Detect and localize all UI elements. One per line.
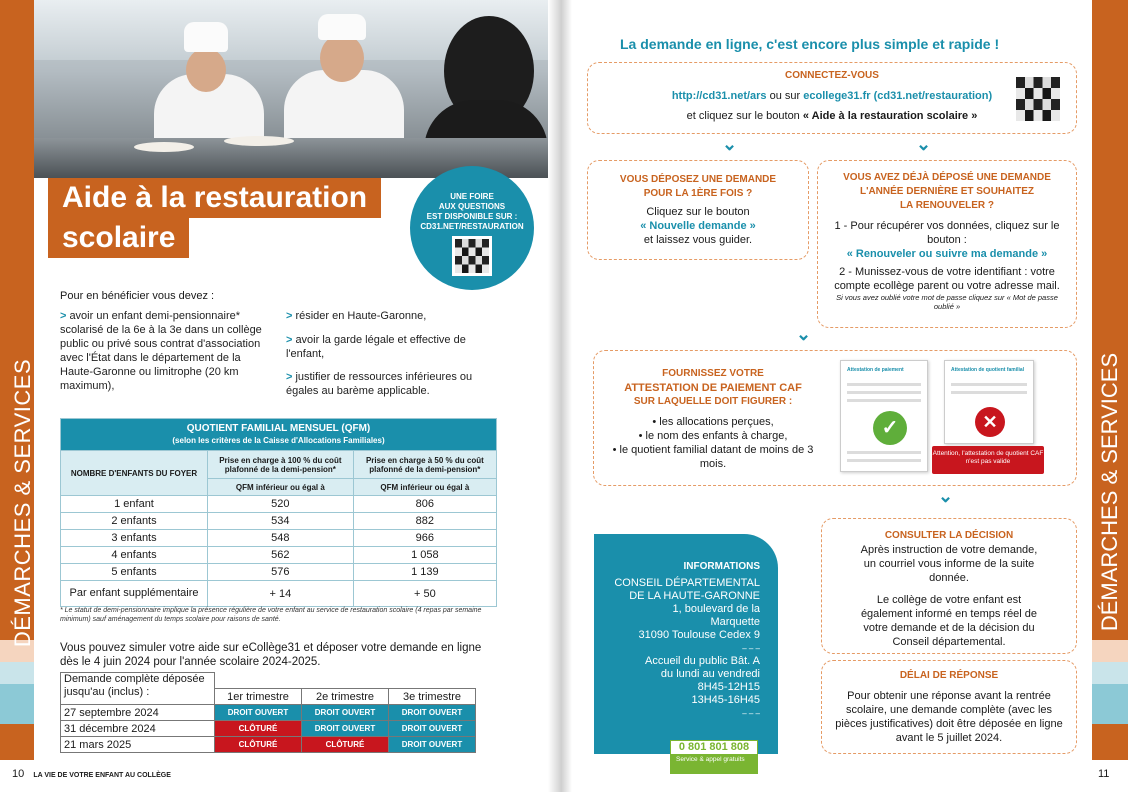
caf-item: • le quotient familial datant de moins de 3 mois.: [612, 444, 814, 470]
connect-box: [587, 62, 1077, 134]
deadline-box: [821, 660, 1077, 754]
chevron-down-icon: ⌄: [916, 134, 932, 154]
deadline-date: 21 mars 2025: [61, 737, 215, 753]
chevron-down-icon: ⌄: [938, 486, 954, 506]
page-number: 10: [12, 768, 25, 780]
row-value-50: 1 139: [353, 564, 496, 581]
row-value-50: 882: [353, 513, 496, 530]
valid-document-image: [840, 360, 928, 472]
left-page: [0, 0, 556, 792]
row-value-100: 520: [208, 496, 354, 513]
info-addr3: 31090 Toulouse Cedex 9: [638, 629, 760, 641]
decision-text2: Le collège de votre enfant est également informé en temps réel de votre demande et de la décision du Conseil départemental.: [860, 594, 1038, 648]
info-hours2: du lundi au vendredi: [660, 668, 760, 680]
simulate-text: Vous pouvez simuler votre aide sur eCollège31 et déposer votre demande en ligne dès le 4 juin 2024 pour l'année scolaire 2024-2025.: [60, 642, 482, 668]
caf-heading2: ATTESTATION DE PAIEMENT CAF: [624, 382, 802, 394]
new-request-button-label: « Nouvelle demande »: [640, 220, 756, 232]
page-number-right: 11: [1098, 768, 1110, 780]
decision-box: [821, 518, 1077, 654]
left-sidebar-label: DÉMARCHES & SERVICES: [10, 358, 35, 648]
info-title: INFORMATIONS: [683, 561, 760, 572]
info-hours3: 8H45-12H15: [697, 681, 760, 693]
deadline-text: Pour obtenir une réponse avant la rentrée scolaire, une demande complète (avec les pièces justificatives) doit être déposée en ligne avant le 5 juillet 2024.: [835, 690, 1063, 744]
condition-item: > résider en Haute-Garonne,: [286, 310, 427, 322]
qr-code-icon[interactable]: [1016, 77, 1060, 121]
chevron-down-icon: ⌄: [796, 324, 812, 344]
qfm-title: QUOTIENT FAMILIAL MENSUEL (QFM): [186, 422, 371, 434]
deadline-date: 27 septembre 2024: [61, 705, 215, 721]
check-icon: ✓: [873, 411, 907, 445]
table-row: [61, 581, 497, 607]
link-ecollege31[interactable]: ecollege31.fr (cd31.net/restauration): [803, 90, 993, 102]
caf-heading3: SUR LAQUELLE DOIT FIGURER :: [633, 396, 793, 407]
qfm-subtitle: (selon les critères de la Caisse d'Allocations Familiales): [172, 435, 385, 445]
row-value-50: 806: [353, 496, 496, 513]
info-separator: – – –: [742, 644, 760, 653]
decision-heading: CONSULTER LA DÉCISION: [884, 530, 1014, 541]
caf-warning: Attention, l'attestation de quotient CAF n'est pas valide: [932, 446, 1044, 474]
caf-item: • le nom des enfants à charge,: [638, 430, 788, 442]
renew-heading3: LA RENOUVELER ?: [899, 200, 995, 211]
qfm-table: [60, 418, 497, 607]
row-label: Par enfant supplémentaire: [61, 581, 208, 607]
decision-text1: Après instruction de votre demande, un courriel vous informe de la suite donnée.: [860, 544, 1038, 584]
qfm-col-50: Prise en charge à 50 % du coût plafonné de la demi-pension*: [353, 451, 496, 479]
status-badge: DROIT OUVERT: [389, 737, 476, 753]
phone-note: Service & appel gratuits: [676, 756, 745, 763]
first-text1: Cliquez sur le bouton: [646, 206, 750, 218]
valid-doc-title: Attestation de paiement: [847, 367, 904, 373]
chevron-down-icon: ⌄: [722, 134, 738, 154]
qfm-sub-50: QFM inférieur ou égal à: [353, 479, 496, 496]
connect-text: et cliquez sur le bouton: [686, 110, 800, 122]
condition-text: justifier de ressources inférieures ou égales au barème applicable.: [286, 371, 473, 397]
kitchen-photo: [34, 0, 548, 178]
status-badge: DROIT OUVERT: [389, 705, 476, 721]
information-panel: [594, 534, 778, 754]
first-heading1: VOUS DÉPOSEZ UNE DEMANDE: [619, 174, 777, 185]
first-text2: et laissez vous guider.: [643, 234, 753, 246]
qfm-sub-100: QFM inférieur ou égal à: [208, 479, 354, 496]
status-badge: DROIT OUVERT: [302, 721, 389, 737]
deadline-heading: DÉLAI DE RÉPONSE: [899, 670, 999, 681]
renew-heading1: VOUS AVEZ DÉJÀ DÉPOSÉ UNE DEMANDE: [843, 172, 1051, 183]
row-value-50: + 50: [353, 581, 496, 607]
cross-icon: ✕: [975, 407, 1005, 437]
faq-line1: UNE FOIRE: [450, 192, 494, 201]
faq-line2: AUX QUESTIONS: [438, 202, 506, 211]
condition-text: avoir un enfant demi-pensionnaire* scolarisé de la 6e à la 3e dans un collège public ou privé sous contrat d'association avec l'État dans le département de la Haute-Garonne ou limitrophe (20 km maximum),: [60, 310, 262, 392]
table-row: [61, 705, 476, 721]
schedule-header: Demande complète déposée jusqu'au (inclus) :: [61, 673, 215, 705]
condition-item: > justifier de ressources inférieures ou égales au barème applicable.: [286, 371, 473, 397]
row-value-50: 1 058: [353, 547, 496, 564]
book-spine: [548, 0, 572, 792]
status-badge: DROIT OUVERT: [215, 705, 302, 721]
condition-item: > avoir la garde légale et effective de l'enfant,: [286, 334, 466, 360]
footer-title: LA VIE DE VOTRE ENFANT AU COLLÈGE: [33, 772, 171, 779]
status-badge: CLÔTURÉ: [302, 737, 389, 753]
info-org1: CONSEIL DÉPARTEMENTAL: [614, 577, 760, 589]
caf-item-text: le quotient familial datant de moins de 3 mois.: [619, 444, 814, 470]
term-header: 1er trimestre: [215, 689, 302, 705]
row-value-100: 576: [208, 564, 354, 581]
renew-heading2: L'ANNÉE DERNIÈRE ET SOUHAITEZ: [859, 186, 1035, 197]
caf-item-text: les allocations perçues,: [659, 416, 774, 428]
schedule-table: [60, 672, 476, 753]
info-addr1: 1, boulevard de la: [672, 603, 760, 615]
invalid-document-image: [944, 360, 1034, 444]
footnote: * Le statut de demi-pensionnaire implique la présence régulière de votre enfant au service de restauration scolaire (4 repas par semaine minimum) sauf aménagement du temps scolaire pour raisons de santé.: [60, 607, 482, 623]
table-row: [61, 496, 497, 513]
deadline-date: 31 décembre 2024: [61, 721, 215, 737]
page-title-line2: scolaire: [48, 218, 189, 258]
info-hours1: Accueil du public Bât. A: [645, 655, 760, 667]
caf-item: • les allocations perçues,: [652, 416, 774, 428]
row-label: 2 enfants: [61, 513, 208, 530]
link-cd31-ars[interactable]: http://cd31.net/ars: [671, 90, 767, 102]
or-text: ou sur: [769, 90, 801, 102]
invalid-doc-title: Attestation de quotient familial: [951, 367, 1025, 373]
table-row: [61, 737, 476, 753]
status-badge: DROIT OUVERT: [389, 721, 476, 737]
faq-badge[interactable]: [410, 166, 534, 290]
renew-button-label: « Renouveler ou suivre ma demande »: [846, 248, 1048, 260]
faq-line4: CD31.NET/RESTAURATION: [420, 222, 524, 231]
row-value-100: + 14: [208, 581, 354, 607]
row-value-100: 562: [208, 547, 354, 564]
intro-text: Pour en bénéficier vous devez :: [60, 290, 215, 302]
row-label: 5 enfants: [61, 564, 208, 581]
term-header: 3e trimestre: [389, 689, 476, 705]
row-label: 3 enfants: [61, 530, 208, 547]
status-badge: CLÔTURÉ: [215, 721, 302, 737]
first-heading2: POUR LA 1ÈRE FOIS ?: [643, 188, 753, 199]
row-label: 1 enfant: [61, 496, 208, 513]
phone-number[interactable]: 0 801 801 808: [670, 740, 758, 755]
info-addr2: Marquette: [710, 616, 760, 628]
footer-left: [12, 768, 171, 780]
qr-code-icon[interactable]: [452, 236, 492, 276]
first-request-box: [587, 160, 809, 260]
faq-line3: EST DISPONIBLE SUR :: [426, 212, 518, 221]
renew-step1: 1 - Pour récupérer vos données, cliquez sur le bouton :: [834, 220, 1060, 246]
renew-box: [817, 160, 1077, 328]
page-title-line1: Aide à la restauration: [48, 178, 381, 218]
table-row: [61, 564, 497, 581]
caf-heading1: FOURNISSEZ VOTRE: [662, 368, 764, 379]
forgot-password-text: Si vous avez oublié votre mot de passe cliquez sur « Mot de passe oublié »: [836, 293, 1058, 311]
table-row: [61, 530, 497, 547]
aid-button-label: « Aide à la restauration scolaire »: [802, 110, 978, 122]
row-value-100: 548: [208, 530, 354, 547]
row-label: 4 enfants: [61, 547, 208, 564]
condition-text: résider en Haute-Garonne,: [295, 310, 427, 322]
info-org2: DE LA HAUTE-GARONNE: [629, 590, 760, 602]
right-sidebar-label: DÉMARCHES & SERVICES: [1097, 352, 1122, 632]
right-sidebar: [1092, 0, 1128, 760]
table-row: [61, 513, 497, 530]
renew-step2: 2 - Munissez-vous de votre identifiant : votre compte ecollège parent ou votre adresse mail.: [834, 266, 1060, 292]
caf-item-text: le nom des enfants à charge,: [645, 430, 788, 442]
condition-text: avoir la garde légale et effective de l'enfant,: [286, 334, 466, 360]
row-value-50: 966: [353, 530, 496, 547]
table-row: [61, 721, 476, 737]
connect-heading: CONNECTEZ-VOUS: [785, 70, 879, 81]
status-badge: DROIT OUVERT: [302, 705, 389, 721]
term-header: 2e trimestre: [302, 689, 389, 705]
info-hours4: 13H45-16H45: [691, 694, 760, 706]
condition-item: > avoir un enfant demi-pensionnaire* scolarisé de la 6e à la 3e dans un collège public ou privé sous contrat d'association avec l'État dans le département de la Haute-Garonne ou limitrophe (20 km maximum),: [60, 310, 262, 392]
table-row: [61, 547, 497, 564]
qfm-col-household: NOMBRE D'ENFANTS DU FOYER: [61, 451, 208, 496]
qfm-col-100: Prise en charge à 100 % du coût plafonné de la demi-pension*: [208, 451, 354, 479]
row-value-100: 534: [208, 513, 354, 530]
right-page-title: La demande en ligne, c'est encore plus simple et rapide !: [620, 36, 1000, 52]
status-badge: CLÔTURÉ: [215, 737, 302, 753]
info-separator: – – –: [742, 709, 760, 718]
